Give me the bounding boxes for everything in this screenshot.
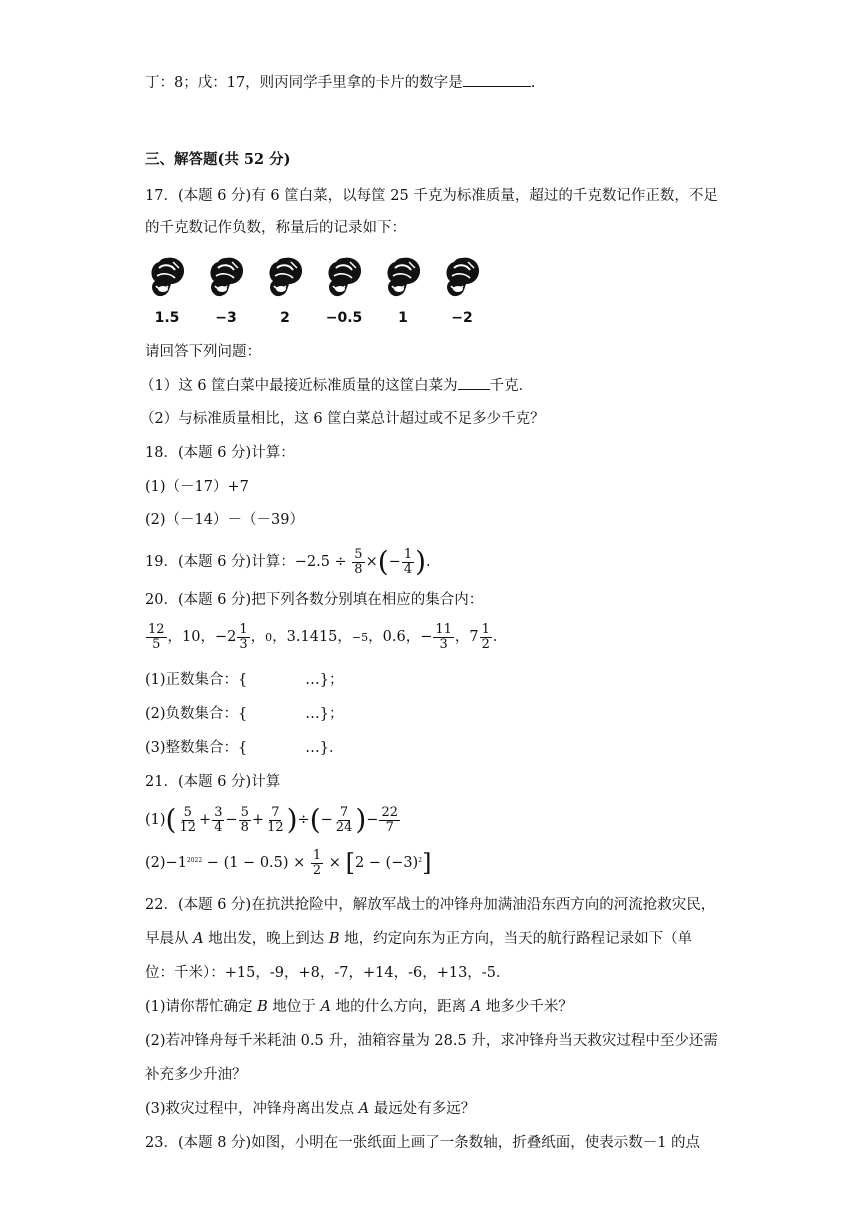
frac [239,806,251,835]
q19-head: 19．(本题 6 分)计算： [145,554,295,570]
q17-sub1 [140,375,533,396]
q22-line3: 位：千米）：+15，-9，+8，-7，+14，-6，+13，-5． [145,965,511,981]
q17-prompt: 请回答下列问题： [145,344,261,360]
frac-num: 1 [239,621,248,637]
section-title: 三、解答题(共 52 分) [145,151,291,168]
q22-sub2-line1: (2)若冲锋舟每千米耗油 0.5 升，油箱容量为 28.5 升，求冲锋舟当天救灾过程中至少还需 [145,1033,718,1049]
frac [311,849,323,878]
sep: ， [272,629,287,645]
q22-sub3 [145,1099,475,1119]
top-line [145,72,535,93]
frac-den: 8 [240,819,249,835]
minus-sign: − [388,554,401,570]
point-A: A [470,999,482,1015]
q21-head: 21．(本题 6 分)计算 [145,774,281,790]
cabbage-value-label: −3 [215,310,237,326]
text: 地多少千米？ [481,999,573,1015]
right-paren: ) [355,803,367,836]
point-A: A [358,1101,370,1117]
left-paren: ( [377,545,389,578]
q20-end: ． [492,629,508,645]
q17-line2: 的千克数记作负数，称量后的记录如下： [145,220,406,236]
q22-sub2-line2: 补充多少升油？ [145,1067,247,1083]
sub-label: (2) [145,855,166,871]
frac [334,806,355,835]
frac-num: 11 [435,621,452,637]
cabbage-icon [145,254,189,300]
cabbage-icon [263,254,307,300]
text: 最远处有多远？ [369,1101,476,1117]
answer-blank [463,72,531,87]
frac-den: 4 [214,819,223,835]
top-line-end: . [530,75,536,91]
text: 地，约定向东为正方向，当天的航行路程记录如下（单 [339,931,693,947]
sep: ， [250,629,266,645]
frac-num: 3 [214,804,223,820]
frac-num: 5 [183,804,192,820]
num-10: 10 [182,629,201,645]
q18-sub2: (2)（－14）－（－39） [145,512,304,528]
cabbage-icon [440,254,484,300]
frac-num: 5 [240,804,249,820]
frac-den: 3 [239,636,248,652]
q22-sub1 [145,997,573,1017]
point-A: A [193,931,204,947]
text: 地出发，晚上到达 [203,931,329,947]
frac-num: 5 [354,546,363,562]
top-line-text: 丁：8；戊：17，则丙同学手里拿的卡片的数字是 [145,75,463,91]
q22-line2 [145,929,692,949]
q17-line1: 17．(本题 6 分)有 6 筐白菜，以每筐 25 千克为标准质量，超过的千克数记作正数，不足 [145,188,718,204]
cabbage-value-label: −0.5 [325,310,363,326]
sep: ， [200,629,215,645]
exponent: 2022 [186,857,203,864]
frac-num: 7 [271,804,280,820]
frac-den: 2 [312,862,322,878]
left-bracket: [ [345,849,355,877]
expr: − (1 − 0.5) × [202,855,310,871]
num-7-whole: 7 [469,629,479,645]
sep: ， [405,629,421,645]
q17-answer-blank [458,375,490,390]
right-paren: ) [286,803,298,836]
frac [265,806,286,835]
q19-expr: −2.5 ÷ [294,554,352,570]
minus-sign: − [366,812,379,828]
plus-sign: + [251,812,265,828]
q19 [145,545,431,579]
q20-set1: (1)正数集合：{ …}； [145,672,344,688]
point-B: B [328,931,340,947]
q18-head: 18．(本题 6 分)计算： [145,445,295,461]
q21-sub2 [145,846,431,880]
q18-sub1: (1)（－17）+7 [145,479,249,495]
q19-frac-5-8 [352,548,364,577]
cabbage-value-label: 2 [280,310,290,326]
frac-num: 1 [403,546,413,562]
div-sign: ÷ [297,812,310,828]
num-12-5 [146,623,167,652]
q17-sub1-text: （1）这 6 筐白菜中最接近标准质量的这筐白菜为 [140,378,458,394]
cabbage-icon [204,254,248,300]
q22-line1: 22．(本题 6 分)在抗洪抢险中，解放军战士的冲锋舟加满油沿东西方向的河流抢救灾民， [145,897,716,913]
times-sign: × [365,554,378,570]
sep: ， [368,629,383,645]
cabbage-figure [145,254,485,324]
frac [177,806,198,835]
text: (1)请你帮忙确定 [145,999,258,1015]
frac-num: 12 [148,621,165,637]
num-0-6: 0.6 [382,629,406,645]
cabbage-value-label: −2 [451,310,473,326]
cabbage-value-label: 1.5 [154,310,180,326]
q19-frac-1-4 [402,548,414,577]
text: (3)救灾过程中，冲锋舟离出发点 [145,1101,359,1117]
q21-sub1 [145,802,401,838]
q19-end: . [426,554,431,570]
point-B: B [257,999,268,1015]
expr: 2 − (−3) [354,855,419,871]
num-3-1415: 3.1415 [286,629,338,645]
q20-set2: (2)负数集合：{ …}； [145,706,344,722]
num-0: 0 [265,631,273,644]
left-paren: ( [309,803,321,836]
sep: ， [167,629,183,645]
num-neg5: −5 [351,631,369,644]
cabbage-value-label: 1 [398,310,408,326]
minus-sign: − [225,812,238,828]
exponent: 2 [418,857,423,864]
q17-sub1-unit: 千克． [489,378,534,394]
num-neg2-whole: −2 [215,629,237,645]
frac [212,806,224,835]
sep: ， [337,629,352,645]
frac-den: 8 [354,561,363,577]
num-7-frac [480,623,492,652]
frac-num: 1 [481,621,490,637]
cabbage-icon [322,254,366,300]
minus-sign: − [320,812,333,828]
frac-num: 1 [312,847,322,863]
frac-den: 12 [179,819,197,835]
text: 地位于 [267,999,321,1015]
minus-sign: − [420,629,433,645]
q20-head: 20．(本题 6 分)把下列各数分别填在相应的集合内： [145,592,484,608]
num-neg2-frac [237,623,249,652]
frac-den: 7 [385,819,394,835]
frac-den: 3 [439,636,448,652]
frac-num: 7 [339,804,349,820]
right-bracket: ] [422,849,432,877]
left-paren: ( [165,803,177,836]
text: 早晨从 [145,931,194,947]
frac-den: 12 [267,819,284,835]
expr: × [324,855,346,871]
frac-num: 22 [381,804,398,820]
q23-line1: 23．(本题 8 分)如图，小明在一张纸面上画了一条数轴，折叠纸面，使表示数－1 的点 [145,1135,701,1151]
plus-sign: + [199,812,212,828]
text: 地的什么方向，距离 [331,999,471,1015]
frac-den: 4 [403,561,413,577]
frac-den: 2 [481,636,490,652]
sub-label: (1) [145,812,166,828]
point-A: A [320,999,332,1015]
frac-den: 24 [335,819,353,835]
right-paren: ) [415,545,427,578]
q20-set3: (3)整数集合：{ …}． [145,740,344,756]
q20-numbers [145,620,507,654]
frac [379,806,400,835]
sep: ， [454,629,470,645]
expr: −1 [165,855,187,871]
q17-sub2: （2）与标准质量相比，这 6 筐白菜总计超过或不足多少千克？ [140,411,545,427]
frac-den: 5 [152,636,161,652]
cabbage-icon [381,254,425,300]
num-neg11-3 [433,623,454,652]
